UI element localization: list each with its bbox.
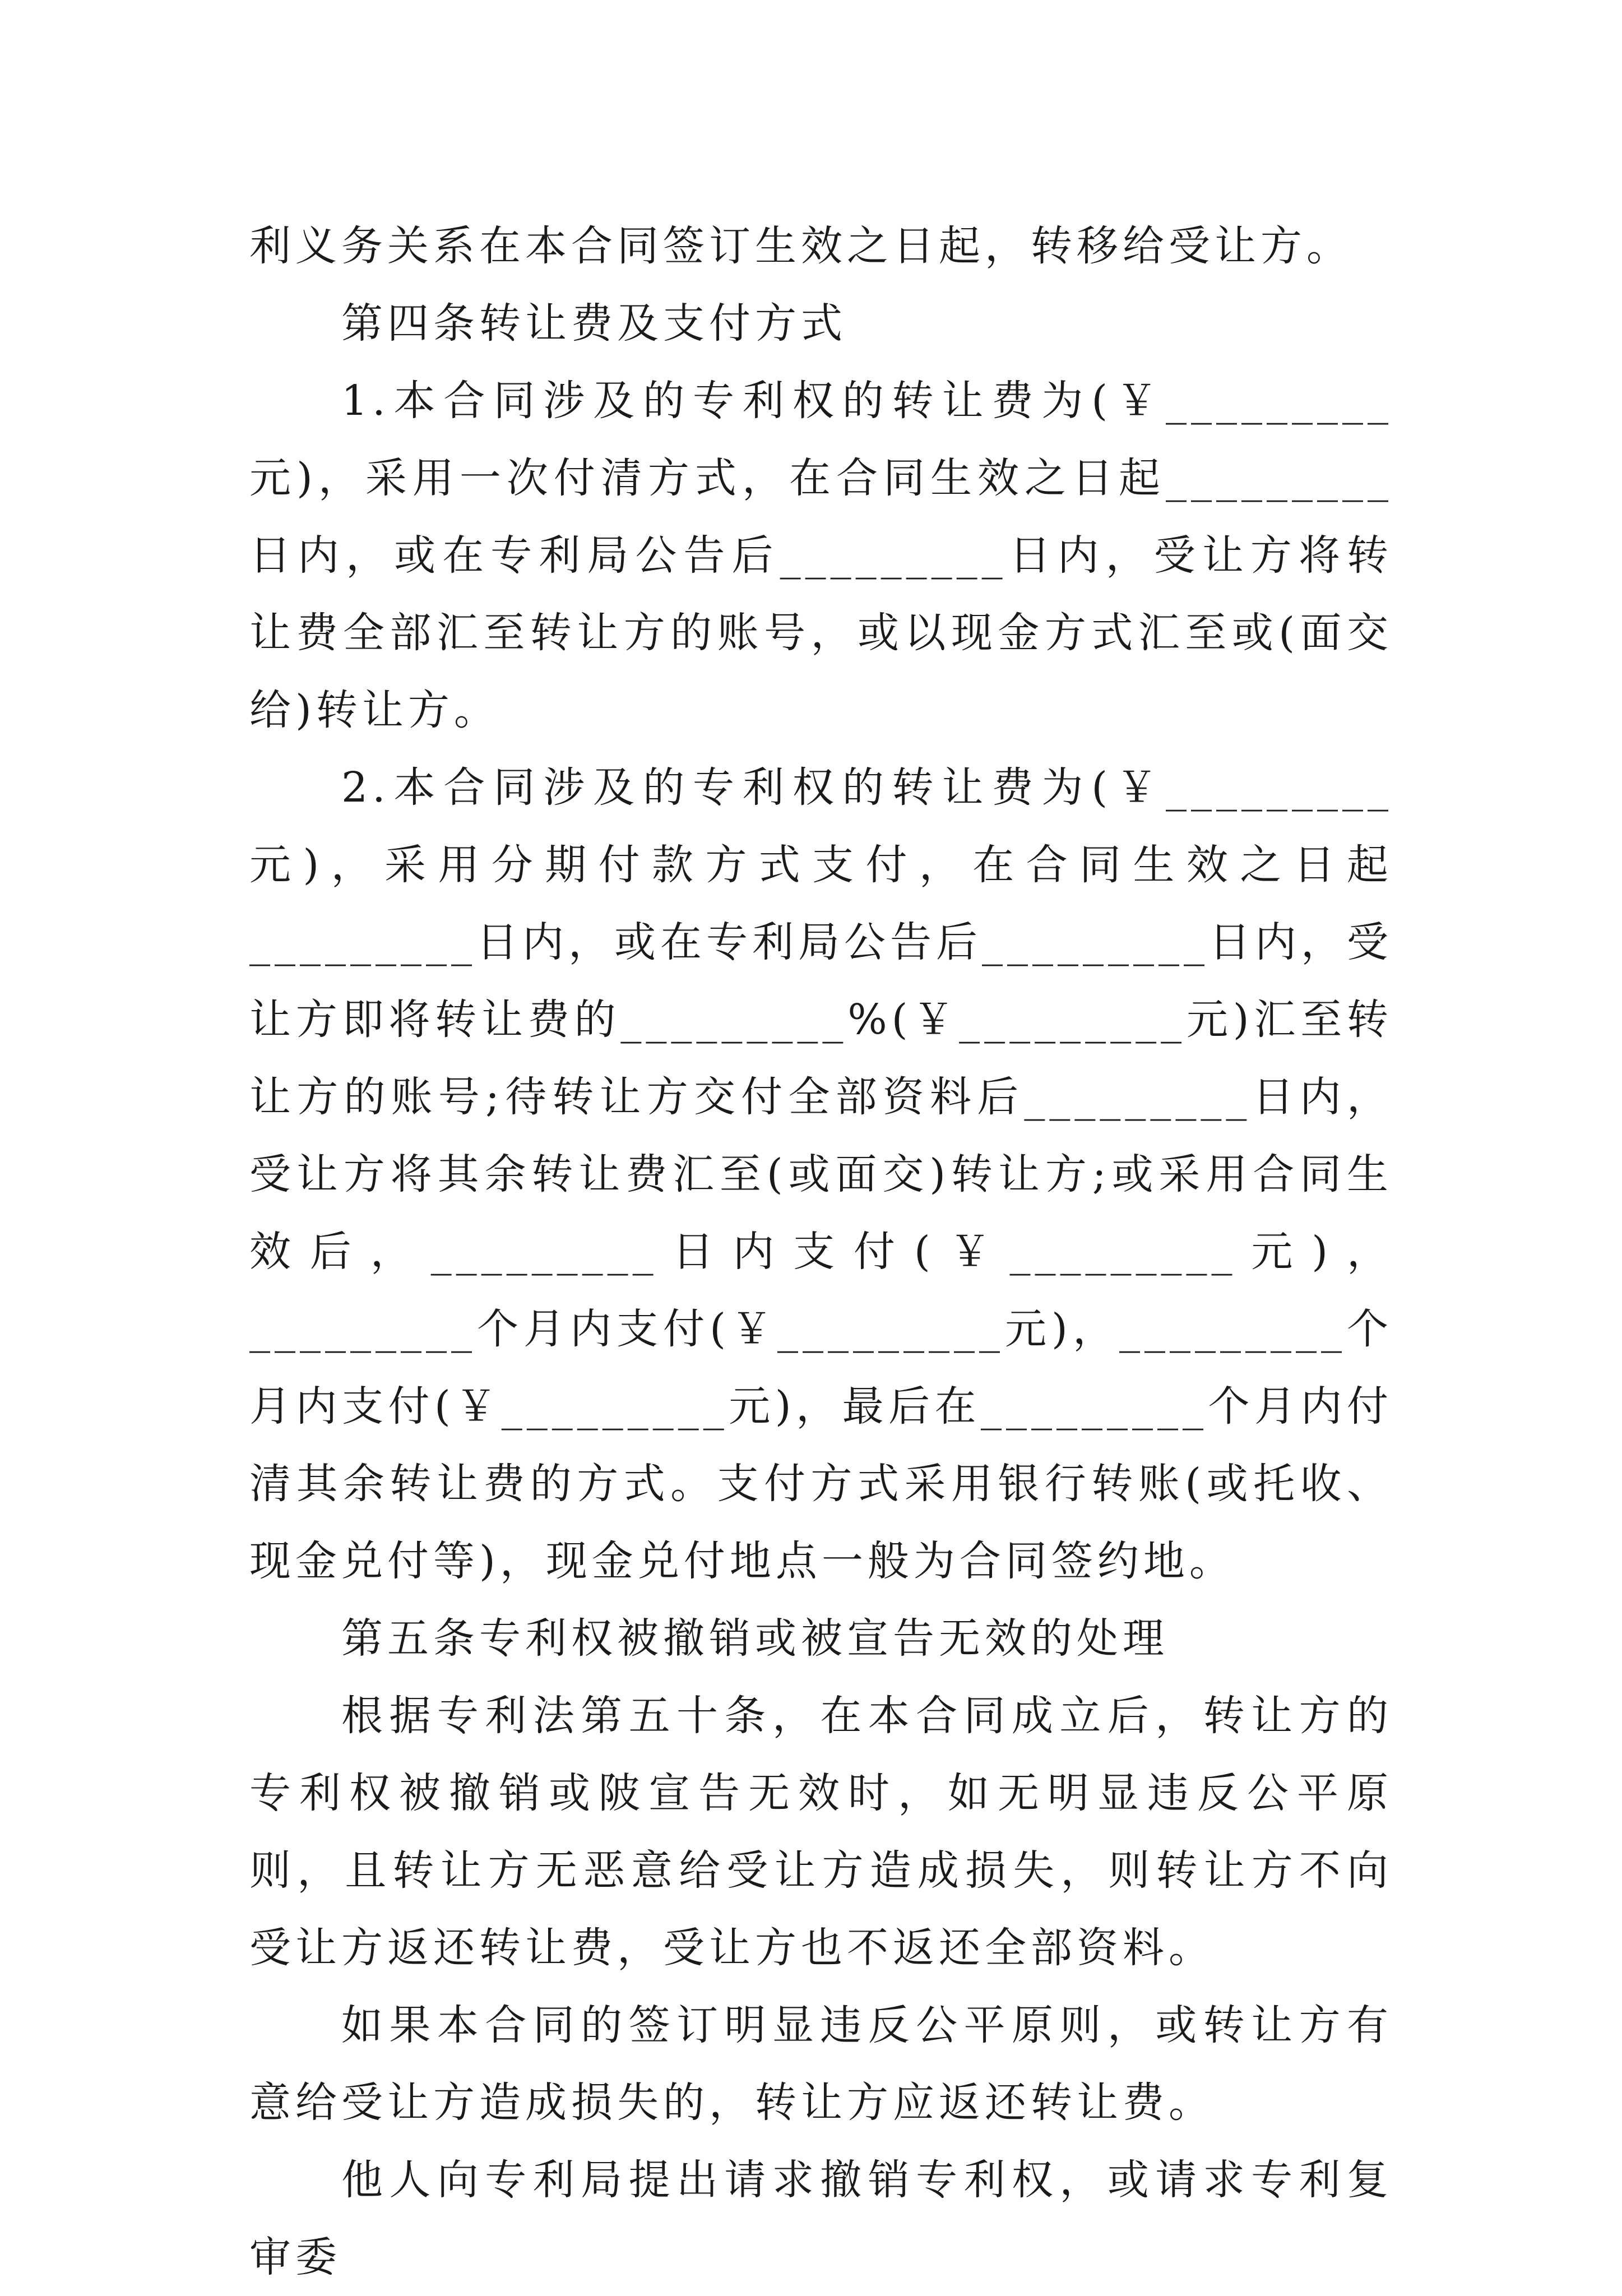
paragraph-clause-4-1: 1.本合同涉及的专利权的转让费为(￥_________元)，采用一次付清方式，在合同生效之日起_________日内，或在专利局公告后_________日内，受让方将转让费全部汇至转让方的账号，或以现金方式汇至或(面交给)转让方。 [249, 377, 1393, 734]
document-body [249, 207, 1393, 2296]
section-heading-article-4: 第四条转让费及支付方式 [341, 299, 847, 348]
paragraph-clause-4-2: 2.本合同涉及的专利权的转让费为(￥_________元)，采用分期付款方式支付，在合同生效之日起_________日内，或在专利局公告后_________日内，受让方即将转让费的_________%(￥_________元)汇至转让方的账号;待转让方交付全部资料后_________日内，受让方将其余转让费汇至(或面交)转让方;或采用合同生效后，_________日内支付(￥_________元)，_________个月内支付(￥_________元)，_________个月内支付(￥_________元)，最后在_________个月内付清其余转让费的方式。支付方式采用银行转账(或托收、现金兑付等)，现金兑付地点一般为合同签约地。 [249, 763, 1393, 1585]
paragraph-continuation: 利义务关系在本合同签订生效之日起，转移给受让方。 [249, 222, 1352, 270]
paragraph-article-5-c: 他人向专利局提出请求撤销专利权，或请求专利复审委 [249, 2156, 1393, 2281]
section-heading-article-5: 第五条专利权被撤销或被宣告无效的处理 [341, 1614, 1169, 1663]
paragraph-article-5-b: 如果本合同的签订明显违反公平原则，或转让方有意给受让方造成损失的，转让方应返还转让费。 [249, 2001, 1393, 2127]
paragraph-article-5-a: 根据专利法第五十条，在本合同成立后，转让方的专利权被撤销或陂宣告无效时，如无明显违反公平原则，且转让方无恶意给受让方造成损失，则转让方不向受让方返还转让费，受让方也不返还全部资料。 [249, 1692, 1393, 1972]
